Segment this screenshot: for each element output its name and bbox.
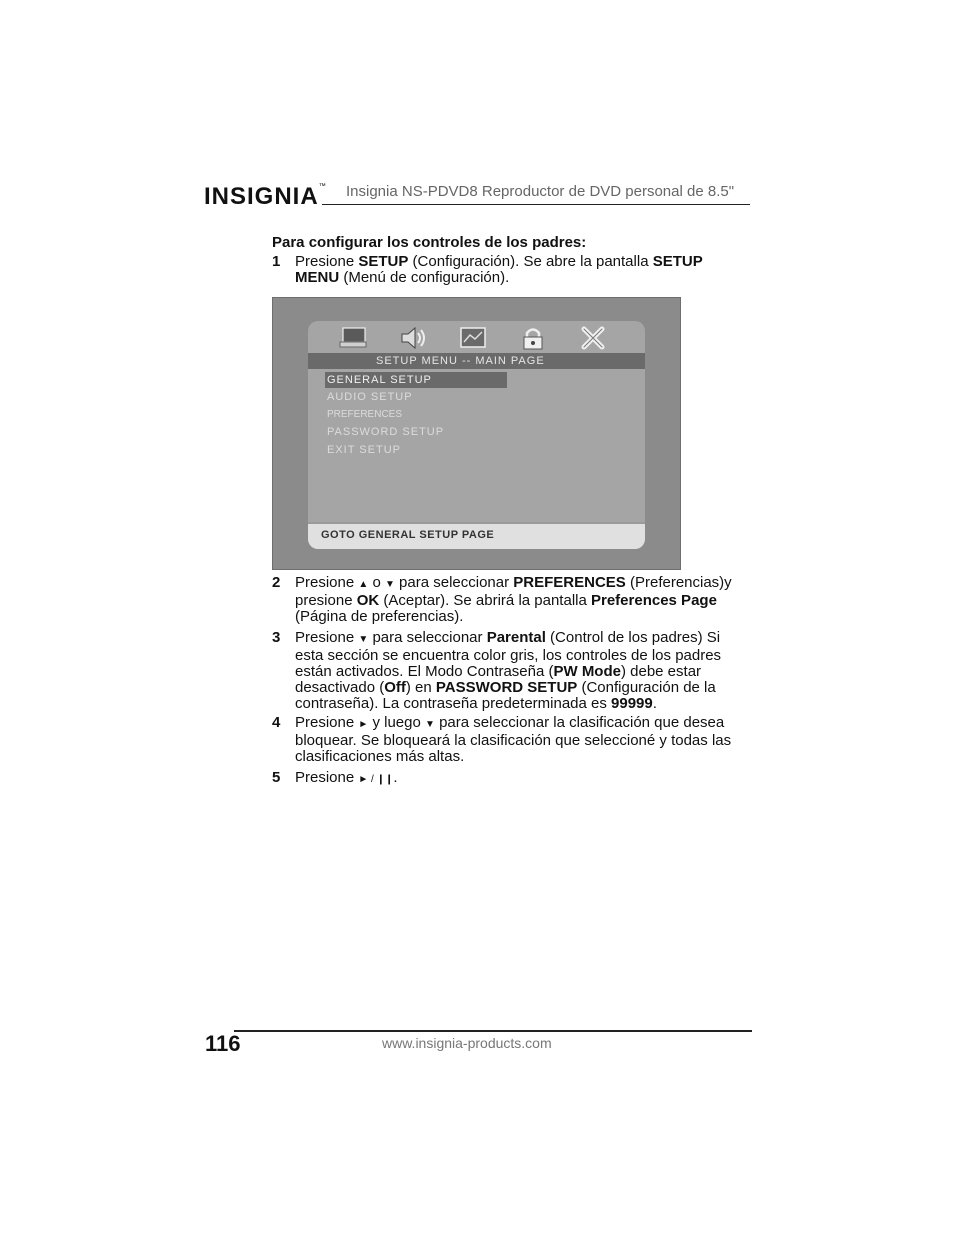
setup-menu-screenshot	[272, 297, 681, 570]
down-arrow-icon: ▼	[384, 579, 395, 590]
general-setup-icon	[338, 325, 368, 351]
brand-logo: INSIGNIA™	[204, 183, 327, 210]
audio-setup-icon	[398, 325, 428, 351]
step-text: Presione ► / ❙❙.	[295, 769, 398, 786]
close-icon	[578, 325, 608, 351]
up-arrow-icon: ▲	[358, 579, 369, 590]
step-4	[272, 715, 750, 765]
step-text: Presione ▲ o ▼ para seleccionar PREFERENCES (Preferencias)y presione OK (Aceptar). Se abrirá la pantalla Preferences Page (Página de preferencias).	[295, 574, 732, 625]
down-arrow-icon: ▼	[358, 634, 369, 645]
osd-icon-row	[308, 325, 645, 353]
step-number: 5	[272, 769, 281, 786]
step-text: Presione ► y luego ▼ para seleccionar la clasificación que desea bloquear. Se bloqueará la clasificación que seleccioné y todas las clasificaciones más altas.	[295, 714, 732, 765]
preferences-icon	[458, 325, 488, 351]
osd-screen	[308, 321, 645, 549]
step-text: Presione SETUP (Configuración). Se abre la pantalla SETUP MENU (Menú de configuración).	[295, 253, 703, 286]
lock-icon	[518, 325, 548, 351]
step-number: 3	[272, 629, 281, 646]
play-pause-icon: ► / ❙❙	[358, 774, 394, 785]
step-5	[272, 770, 750, 788]
header-divider	[322, 204, 750, 205]
osd-item-preferences: PREFERENCES	[327, 409, 403, 420]
osd-item-general-setup: GENERAL SETUP	[325, 372, 507, 388]
page-number: 116	[205, 1031, 241, 1056]
right-arrow-icon: ►	[358, 719, 369, 730]
osd-menu-title-bar	[308, 353, 645, 369]
osd-item-exit-setup: EXIT SETUP	[327, 444, 401, 456]
down-arrow-icon: ▼	[425, 719, 435, 730]
osd-status-text: GOTO GENERAL SETUP PAGE	[321, 529, 495, 541]
step-number: 2	[272, 574, 281, 591]
osd-item-password-setup: PASSWORD SETUP	[327, 426, 445, 438]
step-number: 1	[272, 253, 281, 270]
footer-url: www.insignia-products.com	[382, 1035, 552, 1051]
step-1	[272, 254, 750, 286]
footer-divider	[234, 1030, 752, 1032]
step-number: 4	[272, 714, 281, 731]
step-2	[272, 575, 750, 625]
osd-item-audio-setup: AUDIO SETUP	[327, 391, 413, 403]
osd-menu-title: SETUP MENU -- MAIN PAGE	[376, 355, 545, 367]
step-3	[272, 630, 750, 712]
osd-status-bar	[308, 522, 645, 549]
section-heading: Para configurar los controles de los padres:	[272, 234, 587, 251]
step-text: Presione ▼ para seleccionar Parental (Control de los padres) Si esta sección se encuentra color gris, los controles de los padres están activados. El Modo Contraseña (PW Mode) debe estar desactivado (Off) en PASSWORD SETUP (Configuración de la contraseña). La contraseña predeterminada es 99999.	[295, 629, 722, 712]
header-title: Insignia NS-PDVD8 Reproductor de DVD personal de 8.5"	[346, 183, 735, 200]
